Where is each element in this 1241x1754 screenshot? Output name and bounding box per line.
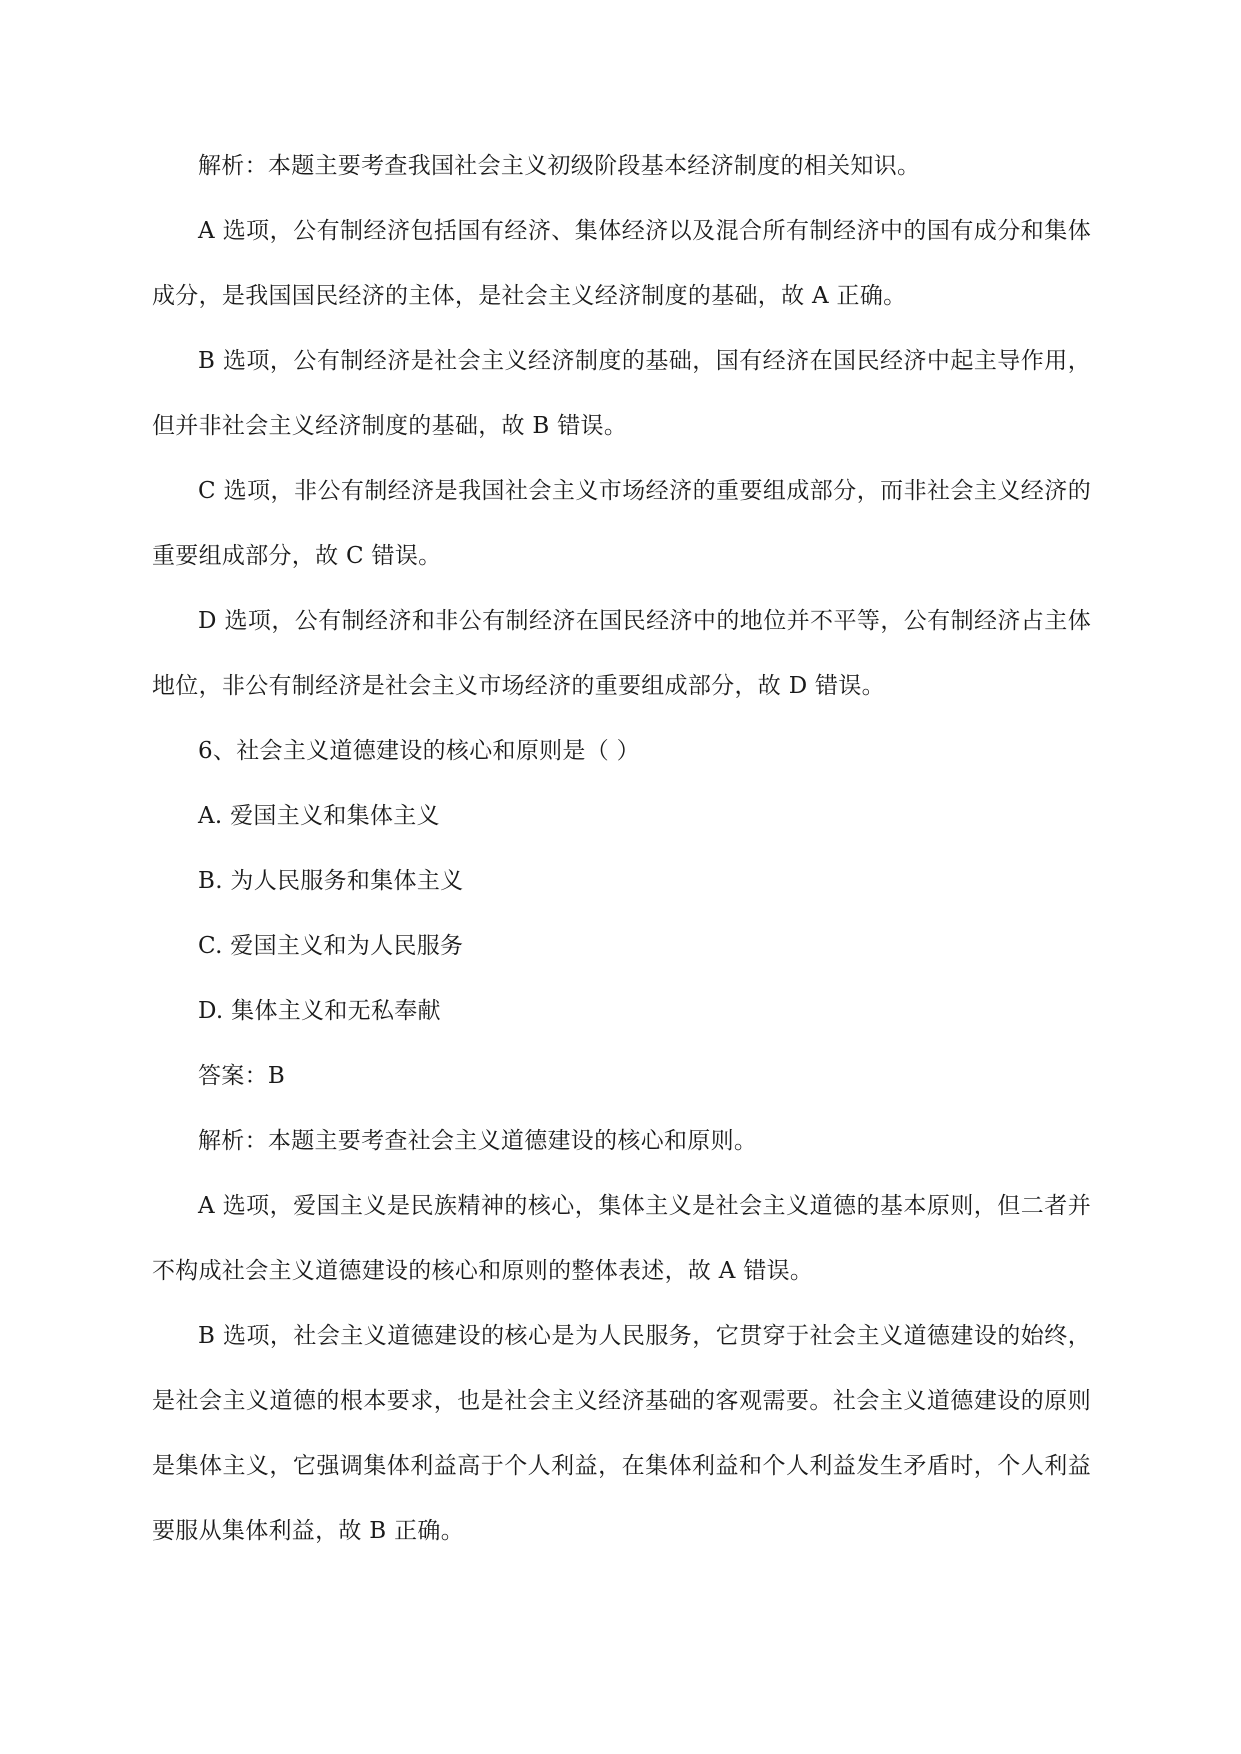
analysis-option-b-q6: B 选项，社会主义道德建设的核心是为人民服务，它贯穿于社会主义道德建设的始终，是社会主义道德的根本要求，也是社会主义经济基础的客观需要。社会主义道德建设的原则是集体主义，它强调集体利益高于个人利益，在集体利益和个人利益发生矛盾时，个人利益要服从集体利益，故 B 正确。 — [152, 1323, 1091, 1544]
analysis-option-a-q6: A 选项，爱国主义是民族精神的核心，集体主义是社会主义道德的基本原则，但二者并不构成社会主义道德建设的核心和原则的整体表述，故 A 错误。 — [152, 1193, 1091, 1284]
document-body — [152, 134, 1091, 1564]
analysis-option-b-q5: B 选项，公有制经济是社会主义经济制度的基础，国有经济在国民经济中起主导作用，但并非社会主义经济制度的基础，故 B 错误。 — [152, 348, 1091, 439]
analysis-option-a-q5: A 选项，公有制经济包括国有经济、集体经济以及混合所有制经济中的国有成分和集体成分，是我国国民经济的主体，是社会主义经济制度的基础，故 A 正确。 — [152, 218, 1091, 309]
analysis-option-c-q5: C 选项，非公有制经济是我国社会主义市场经济的重要组成部分，而非社会主义经济的重要组成部分，故 C 错误。 — [152, 478, 1091, 569]
question-6-option-d: D. 集体主义和无私奉献 — [198, 998, 441, 1024]
question-6-answer: 答案：B — [198, 1063, 286, 1089]
question-6-option-b: B. 为人民服务和集体主义 — [198, 868, 464, 894]
analysis-intro-q6: 解析：本题主要考查社会主义道德建设的核心和原则。 — [198, 1128, 758, 1154]
question-6-stem: 6、社会主义道德建设的核心和原则是（ ） — [198, 738, 640, 764]
analysis-intro-q5: 解析：本题主要考查我国社会主义初级阶段基本经济制度的相关知识。 — [198, 153, 921, 179]
question-6-option-a: A. 爱国主义和集体主义 — [198, 803, 440, 829]
analysis-option-d-q5: D 选项，公有制经济和非公有制经济在国民经济中的地位并不平等，公有制经济占主体地位，非公有制经济是社会主义市场经济的重要组成部分，故 D 错误。 — [152, 608, 1091, 699]
question-6-option-c: C. 爱国主义和为人民服务 — [198, 933, 464, 959]
